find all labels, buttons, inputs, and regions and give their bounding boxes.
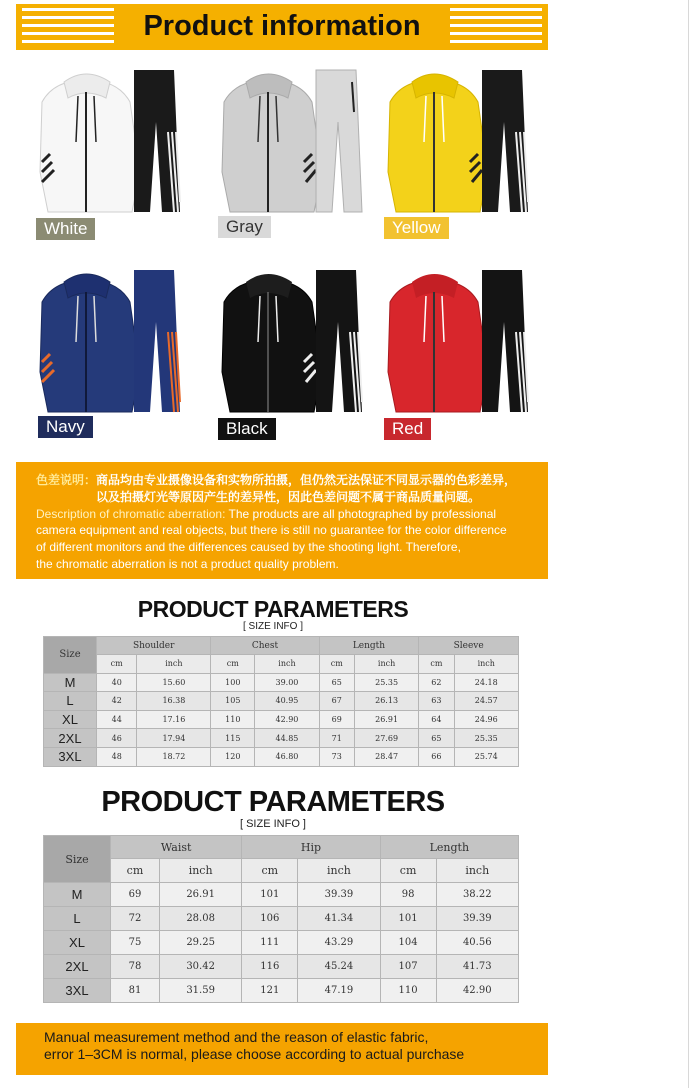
table-cell: 46 (97, 729, 137, 748)
size-header: Size (44, 637, 97, 674)
table-cell: 111 (242, 931, 298, 955)
table-cell: 39.39 (436, 907, 518, 931)
table-cell: 100 (211, 673, 255, 692)
table-cell: 72 (111, 907, 160, 931)
size-label: 3XL (44, 979, 111, 1003)
table-cell: 66 (419, 747, 454, 766)
table-cell: 25.74 (454, 747, 518, 766)
table-cell: 69 (319, 710, 354, 729)
unit-header: inch (354, 655, 418, 674)
size-label: L (44, 907, 111, 931)
chromatic-aberration-note (16, 462, 548, 579)
tracksuit-yellow-image (382, 62, 552, 232)
table-cell: 44 (97, 710, 137, 729)
table-cell: 39.39 (298, 883, 380, 907)
note-en-line-1: Description of chromatic aberration: The products are all photographed by professional (36, 506, 497, 521)
unit-header: cm (211, 655, 255, 674)
table-cell: 107 (380, 955, 436, 979)
unit-header: cm (319, 655, 354, 674)
table-cell: 39.00 (255, 673, 319, 692)
measurement-note-line-1: Manual measurement method and the reason of elastic fabric, (44, 1029, 429, 1045)
params-top-title: PRODUCT PARAMETERS (137, 596, 409, 622)
size-header: Size (44, 836, 111, 883)
tracksuit-black-image (216, 262, 386, 432)
table-cell: 105 (211, 692, 255, 711)
measurement-note (16, 1023, 548, 1075)
table-cell: 47.19 (298, 979, 380, 1003)
table-cell: 40.56 (436, 931, 518, 955)
color-tag-black: Black (218, 418, 276, 440)
table-row (44, 692, 519, 711)
unit-header: cm (380, 859, 436, 883)
table-cell: 45.24 (298, 955, 380, 979)
unit-header: inch (159, 859, 241, 883)
table-cell: 26.91 (159, 883, 241, 907)
unit-header: cm (242, 859, 298, 883)
tracksuit-white-image (34, 62, 204, 232)
table-cell: 120 (211, 747, 255, 766)
table-cell: 63 (419, 692, 454, 711)
table-cell: 116 (242, 955, 298, 979)
group-header: Waist (111, 836, 242, 859)
table-cell: 27.69 (354, 729, 418, 748)
note-cn-line-1: 色差说明：商品均由专业摄像设备和实物所拍摄，但仍然无法保证不同显示器的色彩差异， (36, 473, 517, 487)
table-cell: 104 (380, 931, 436, 955)
table-cell: 110 (211, 710, 255, 729)
table-row (44, 907, 519, 931)
table-row (44, 673, 519, 692)
banner-title: Product information (143, 10, 421, 42)
table-cell: 75 (111, 931, 160, 955)
table-cell: 29.25 (159, 931, 241, 955)
table-cell: 16.38 (137, 692, 211, 711)
size-label: 2XL (44, 955, 111, 979)
unit-header: inch (298, 859, 380, 883)
table-cell: 81 (111, 979, 160, 1003)
note-en-line-3: of different monitors and the differences caused by the shooting light. Therefore, (36, 540, 461, 555)
table-cell: 26.91 (354, 710, 418, 729)
table-cell: 71 (319, 729, 354, 748)
table-cell: 25.35 (354, 673, 418, 692)
table-cell: 28.08 (159, 907, 241, 931)
size-label: L (44, 692, 97, 711)
table-cell: 110 (380, 979, 436, 1003)
note-en-line-2: camera equipment and real objects, but there is still no guarantee for the color difference (36, 523, 507, 538)
table-cell: 15.60 (137, 673, 211, 692)
color-tag-gray: Gray (218, 216, 271, 238)
unit-header: cm (97, 655, 137, 674)
table-cell: 121 (242, 979, 298, 1003)
table-row (44, 979, 519, 1003)
table-cell: 26.13 (354, 692, 418, 711)
table-cell: 67 (319, 692, 354, 711)
table-row (44, 931, 519, 955)
tracksuit-gray-image (216, 62, 386, 232)
table-cell: 98 (380, 883, 436, 907)
table-cell: 42.90 (436, 979, 518, 1003)
page-right-rule (688, 0, 689, 1088)
tracksuit-red-image (382, 262, 552, 432)
table-cell: 41.73 (436, 955, 518, 979)
table-row (44, 710, 519, 729)
table-cell: 69 (111, 883, 160, 907)
unit-header: inch (255, 655, 319, 674)
note-cn-label: 色差说明： (36, 473, 97, 487)
size-label: XL (44, 931, 111, 955)
group-header: Length (380, 836, 518, 859)
table-cell: 42 (97, 692, 137, 711)
table-cell: 44.85 (255, 729, 319, 748)
table-cell: 28.47 (354, 747, 418, 766)
table-row (44, 883, 519, 907)
table-cell: 41.34 (298, 907, 380, 931)
measurement-note-line-2: error 1–3CM is normal, please choose according to actual purchase (44, 1046, 465, 1062)
product-cell-yellow (382, 62, 552, 252)
table-cell: 17.16 (137, 710, 211, 729)
color-tag-yellow: Yellow (384, 217, 449, 239)
table-cell: 101 (380, 907, 436, 931)
note-en-label: Description of chromatic aberration: (36, 506, 226, 521)
product-cell-white (34, 62, 204, 252)
table-cell: 46.80 (255, 747, 319, 766)
table-cell: 42.90 (255, 710, 319, 729)
table-cell: 106 (242, 907, 298, 931)
table-cell: 40.95 (255, 692, 319, 711)
group-header: Hip (242, 836, 380, 859)
table-row (44, 955, 519, 979)
tracksuit-navy-image (34, 262, 204, 432)
table-row (44, 729, 519, 748)
product-cell-gray (216, 62, 386, 252)
table-cell: 43.29 (298, 931, 380, 955)
table-cell: 73 (319, 747, 354, 766)
table-cell: 40 (97, 673, 137, 692)
unit-header: cm (111, 859, 160, 883)
unit-header: inch (454, 655, 518, 674)
size-table-top (43, 636, 519, 767)
size-label: 2XL (44, 729, 97, 748)
group-header: Sleeve (419, 637, 519, 655)
table-cell: 48 (97, 747, 137, 766)
size-label: 3XL (44, 747, 97, 766)
params-bottom-title: PRODUCT PARAMETERS (101, 786, 445, 818)
table-cell: 18.72 (137, 747, 211, 766)
table-cell: 101 (242, 883, 298, 907)
note-cn-line-2: 以及拍摄灯光等原因产生的差异性，因此色差问题不属于商品质量问题。 (96, 489, 481, 504)
table-cell: 24.57 (454, 692, 518, 711)
table-cell: 78 (111, 955, 160, 979)
table-cell: 24.18 (454, 673, 518, 692)
group-header: Length (319, 637, 419, 655)
product-cell-black (216, 262, 386, 452)
product-info-banner (16, 4, 548, 50)
product-cell-navy (34, 262, 204, 452)
table-cell: 31.59 (159, 979, 241, 1003)
table-cell: 64 (419, 710, 454, 729)
color-tag-navy: Navy (38, 416, 93, 438)
size-label: XL (44, 710, 97, 729)
table-cell: 62 (419, 673, 454, 692)
unit-header: cm (419, 655, 454, 674)
size-label: M (44, 883, 111, 907)
table-cell: 38.22 (436, 883, 518, 907)
table-cell: 25.35 (454, 729, 518, 748)
group-header: Shoulder (97, 637, 211, 655)
params-top-subtitle: [ SIZE INFO ] (242, 621, 303, 632)
size-table-bottom (43, 835, 519, 1003)
group-header: Chest (211, 637, 319, 655)
table-cell: 24.96 (454, 710, 518, 729)
params-bottom-subtitle: [ SIZE INFO ] (239, 818, 306, 830)
table-cell: 65 (319, 673, 354, 692)
note-en-line-4: the chromatic aberration is not a product quality problem. (36, 556, 339, 571)
size-label: M (44, 673, 97, 692)
product-cell-red (382, 262, 552, 452)
table-row (44, 747, 519, 766)
unit-header: inch (436, 859, 518, 883)
table-cell: 30.42 (159, 955, 241, 979)
table-cell: 65 (419, 729, 454, 748)
color-tag-red: Red (384, 418, 431, 440)
color-tag-white: White (36, 218, 95, 240)
unit-header: inch (137, 655, 211, 674)
table-cell: 17.94 (137, 729, 211, 748)
table-cell: 115 (211, 729, 255, 748)
